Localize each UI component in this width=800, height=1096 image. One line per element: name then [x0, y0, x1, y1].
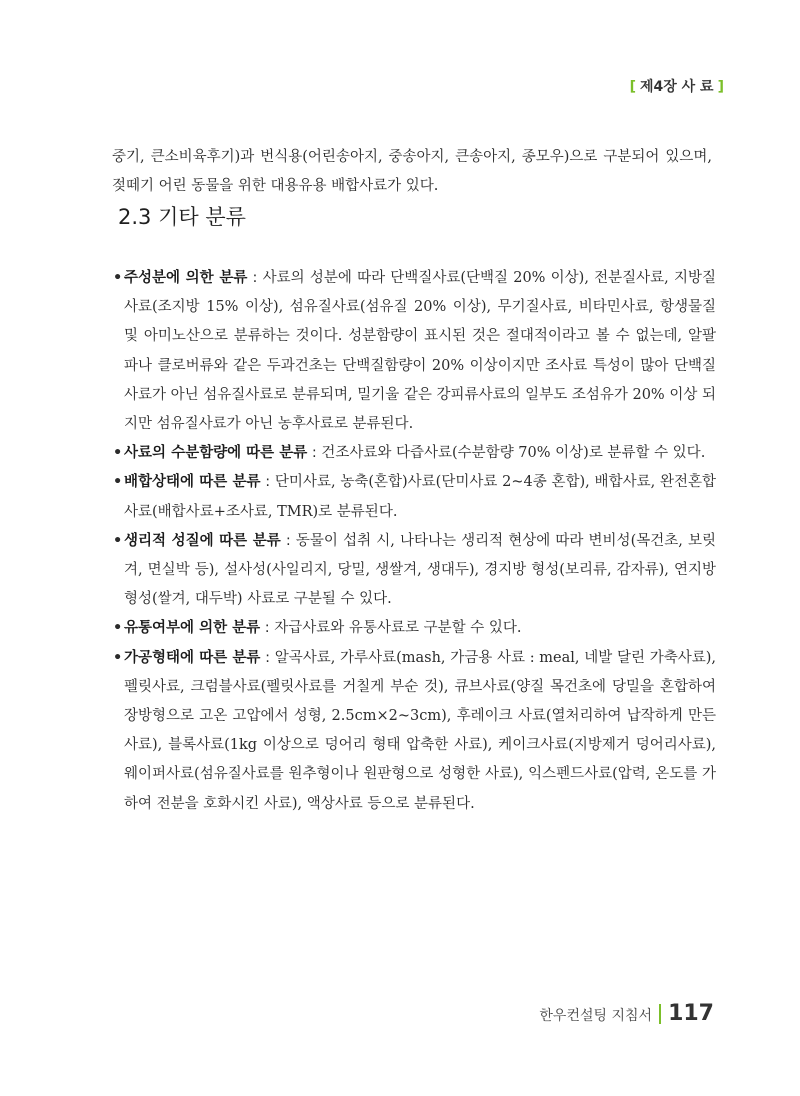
- classification-list: [112, 264, 716, 819]
- chapter-header: [630, 76, 724, 96]
- bullet-dot-icon: •: [113, 474, 123, 491]
- list-item-term: 사료의 수분함량에 따른 분류: [124, 445, 308, 462]
- list-item: [112, 264, 716, 439]
- list-item: [112, 527, 716, 615]
- list-item-separator: :: [280, 532, 296, 549]
- page-footer: [539, 1000, 714, 1026]
- header-bracket-close: ]: [717, 79, 724, 95]
- list-item-separator: :: [260, 474, 275, 491]
- footer-book-title: 한우컨설팅 지침서: [539, 1008, 653, 1024]
- chapter-title: 제4장 사 료: [640, 79, 714, 95]
- list-item-separator: :: [260, 649, 275, 666]
- list-item-term: 가공형태에 따른 분류: [124, 649, 261, 666]
- list-item-term: 생리적 성질에 따른 분류: [124, 532, 281, 549]
- bullet-dot-icon: •: [113, 532, 123, 549]
- list-item-term: 유통여부에 의한 분류: [124, 620, 261, 637]
- footer-divider: [659, 1004, 661, 1024]
- list-item-text: 단미사료, 농축(혼합)사료(단미사료 2~4종 혼합), 배합사료, 완전혼합사료(배합사료+조사료, TMR)로 분류된다.: [124, 474, 716, 520]
- bullet-dot-icon: •: [113, 445, 123, 462]
- page-number: 117: [668, 1001, 714, 1026]
- list-item: [112, 644, 716, 819]
- list-item-separator: :: [307, 445, 322, 462]
- list-item-term: 주성분에 의한 분류: [124, 270, 248, 286]
- header-bracket-open: [: [629, 79, 636, 95]
- list-item-text: 자급사료와 유통사료로 구분할 수 있다.: [274, 620, 522, 637]
- list-item: [112, 468, 716, 526]
- list-item-text: 알곡사료, 가루사료(mash, 가금용 사료 : meal, 네발 달린 가축사료), 펠릿사료, 크럼블사료(펠릿사료를 거칠게 부순 것), 큐브사료(양질 목건초에 당밀을 혼합하여 장방형으로 고온 고압에서 성형, 2.5cm×2~3cm), 후레이크 사료(열처리하여 납작하게 만든 사료), 블록사료(1kg 이상으로 덩어리 형태 압축한 사료), 케이크사료(지방제거 덩어리사료), 웨이퍼사료(섬유질사료를 원추형이나 원판형으로 성형한 사료), 익스펜드사료(압력, 온도를 가하여 전분을 호화시킨 사료), 액상사료 등으로 분류된다.: [124, 649, 716, 812]
- bullet-dot-icon: •: [113, 649, 123, 666]
- section-title: 2.3 기타 분류: [118, 205, 246, 229]
- list-item-text: 건조사료와 다즙사료(수분함량 70% 이상)로 분류할 수 있다.: [321, 445, 706, 462]
- list-item: [112, 439, 716, 468]
- list-item-text: 사료의 성분에 따라 단백질사료(단백질 20% 이상), 전분질사료, 지방질사료(조지방 15% 이상), 섬유질사료(섬유질 20% 이상), 무기질사료, 비타민사료, 항생물질 및 아미노산으로 분류하는 것이다. 성분함량이 표시된 것은 절대적이라고 볼 수 없는데, 알팔파나 클로버류와 같은 두과건초는 단백질함량이 20% 이상이지만 조사료 특성이 많아 단백질사료가 아닌 섬유질사료로 분류되며, 밀기울 같은 강피류사료의 일부도 조섬유가 20% 이상 되지만 섬유질사료가 아닌 농후사료로 분류된다.: [124, 270, 716, 433]
- list-item-separator: :: [260, 620, 275, 637]
- list-item-text: 동물이 섭취 시, 나타나는 생리적 현상에 따라 변비성(목건초, 보릿겨, 면실박 등), 설사성(사일리지, 당밀, 생쌀겨, 생대두), 경지방 형성(보리류, 감자류), 연지방 형성(쌀겨, 대두박) 사료로 구분될 수 있다.: [124, 532, 716, 608]
- list-item: [112, 614, 716, 643]
- list-item-separator: :: [247, 270, 263, 286]
- bullet-dot-icon: •: [113, 270, 123, 286]
- intro-paragraph: 중기, 큰소비육후기)과 번식용(어린송아지, 중송아지, 큰송아지, 종모우)으로 구분되어 있으며, 젖떼기 어린 동물을 위한 대용유용 배합사료가 있다.: [112, 148, 712, 194]
- list-item-term: 배합상태에 따른 분류: [124, 474, 261, 491]
- bullet-dot-icon: •: [113, 620, 123, 637]
